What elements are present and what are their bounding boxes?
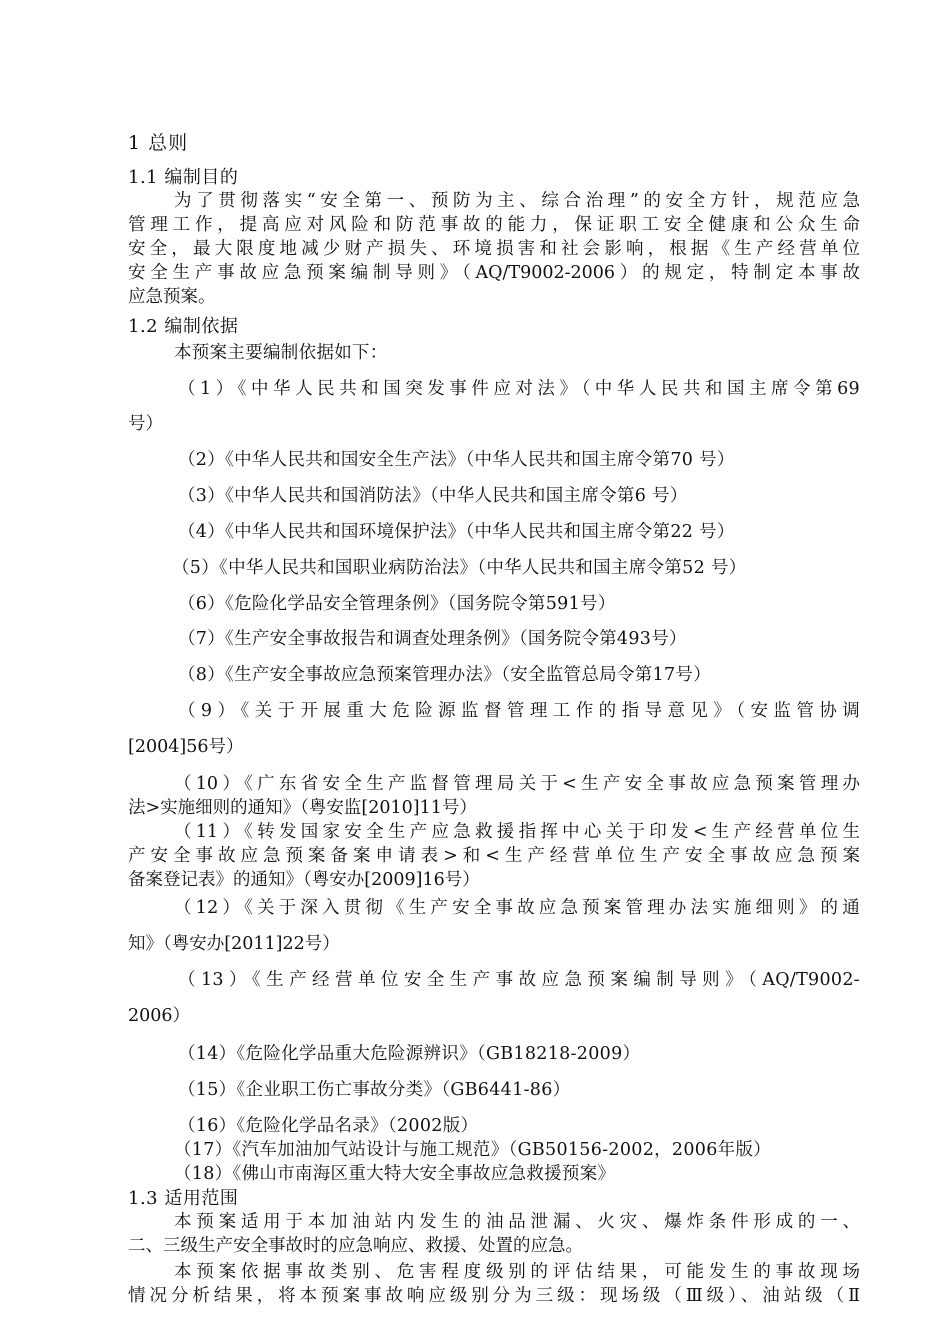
scope-line: 本预案依据事故类别、危害程度级别的评估结果，可能发生的事故现场 <box>174 1262 860 1282</box>
scope-line: 情况分析结果，将本预案事故响应级别分为三级：现场级（Ⅲ级）、油站级（Ⅱ <box>128 1286 860 1306</box>
section-1-2-heading: 1.2 编制依据 <box>128 316 239 337</box>
basis-item-9-cont: [2004]56号） <box>128 737 244 757</box>
basis-item-13: （13）《生产经营单位安全生产事故应急预案编制导则》（AQ/T9002- <box>178 970 860 990</box>
purpose-line: 安全，最大限度地减少财产损失、环境损害和社会影响，根据《生产经营单位 <box>128 239 860 259</box>
purpose-line: 为了贯彻落实“安全第一、预防为主、综合治理”的安全方针，规范应急 <box>174 191 860 211</box>
basis-item-11-line: （11）《转发国家安全生产应急救援指挥中心关于印发<生产经营单位生 <box>174 822 860 842</box>
basis-item-18: （18）《佛山市南海区重大特大安全事故应急救援预案》 <box>174 1164 616 1184</box>
basis-item-15: （15）《企业职工伤亡事故分类》（GB6441-86） <box>178 1080 571 1100</box>
basis-item-5: （5）《中华人民共和国职业病防治法》（中华人民共和国主席令第52 号） <box>172 558 747 578</box>
basis-item-11-line: 备案登记表》的通知》（粤安办[2009]16号） <box>128 870 480 890</box>
basis-item-12-cont: 知》（粤安办[2011]22号） <box>128 934 340 954</box>
basis-item-3: （3）《中华人民共和国消防法》（中华人民共和国主席令第6 号） <box>178 486 688 506</box>
basis-item-10-line: （10）《广东省安全生产监督管理局关于<生产安全事故应急预案管理办 <box>174 774 860 794</box>
basis-item-14: （14）《危险化学品重大危险源辨识》（GB18218-2009） <box>178 1044 641 1064</box>
basis-item-10 <box>128 772 860 820</box>
basis-item-2: （2）《中华人民共和国安全生产法》（中华人民共和国主席令第70 号） <box>178 450 735 470</box>
section-1-1-heading: 1.1 编制目的 <box>128 167 239 188</box>
basis-item-17: （17）《汽车加油加气站设计与施工规范》（GB50156-2002，2006年版） <box>174 1140 772 1160</box>
scope-line: 本预案适用于本加油站内发生的油品泄漏、火灾、爆炸条件形成的一、 <box>174 1212 860 1232</box>
purpose-paragraph <box>128 189 860 309</box>
basis-item-4: （4）《中华人民共和国环境保护法》（中华人民共和国主席令第22 号） <box>178 522 735 542</box>
basis-item-10-line: 法>实施细则的通知》（粤安监[2010]11号） <box>128 798 477 818</box>
section-1-heading: 1 总则 <box>128 132 189 154</box>
basis-item-11-line: 产安全事故应急预案备案申请表>和<生产经营单位生产安全事故应急预案 <box>128 846 860 866</box>
scope-line: 二、三级生产安全事故时的应急响应、救援、处置的应急。 <box>128 1236 583 1256</box>
basis-item-13-cont: 2006） <box>128 1006 191 1026</box>
purpose-line: 管理工作，提高应对风险和防范事故的能力，保证职工安全健康和公众生命 <box>128 215 860 235</box>
basis-item-12: （12）《关于深入贯彻《生产安全事故应急预案管理办法实施细则》的通 <box>174 898 860 918</box>
basis-item-7: （7）《生产安全事故报告和调查处理条例》（国务院令第493号） <box>178 629 687 649</box>
basis-item-1: （1）《中华人民共和国突发事件应对法》（中华人民共和国主席令第69 <box>178 379 860 399</box>
scope-paragraph-2 <box>128 1260 860 1308</box>
scope-paragraph-1 <box>128 1210 860 1258</box>
basis-item-11 <box>128 820 860 892</box>
purpose-line: 安全生产事故应急预案编制导则》（AQ/T9002-2006）的规定，特制定本事故 <box>128 263 860 283</box>
basis-item-9: （9）《关于开展重大危险源监督管理工作的指导意见》（安监管协调 <box>178 701 860 721</box>
basis-item-1-cont: 号） <box>128 414 163 434</box>
basis-intro: 本预案主要编制依据如下： <box>174 343 388 363</box>
basis-item-6: （6）《危险化学品安全管理条例》（国务院令第591号） <box>178 594 616 614</box>
purpose-line: 应急预案。 <box>128 287 216 307</box>
basis-item-16: （16）《危险化学品名录》（2002版） <box>178 1116 479 1136</box>
basis-item-8: （8）《生产安全事故应急预案管理办法》（安全监管总局令第17号） <box>178 665 711 685</box>
section-1-3-heading: 1.3 适用范围 <box>128 1188 239 1209</box>
